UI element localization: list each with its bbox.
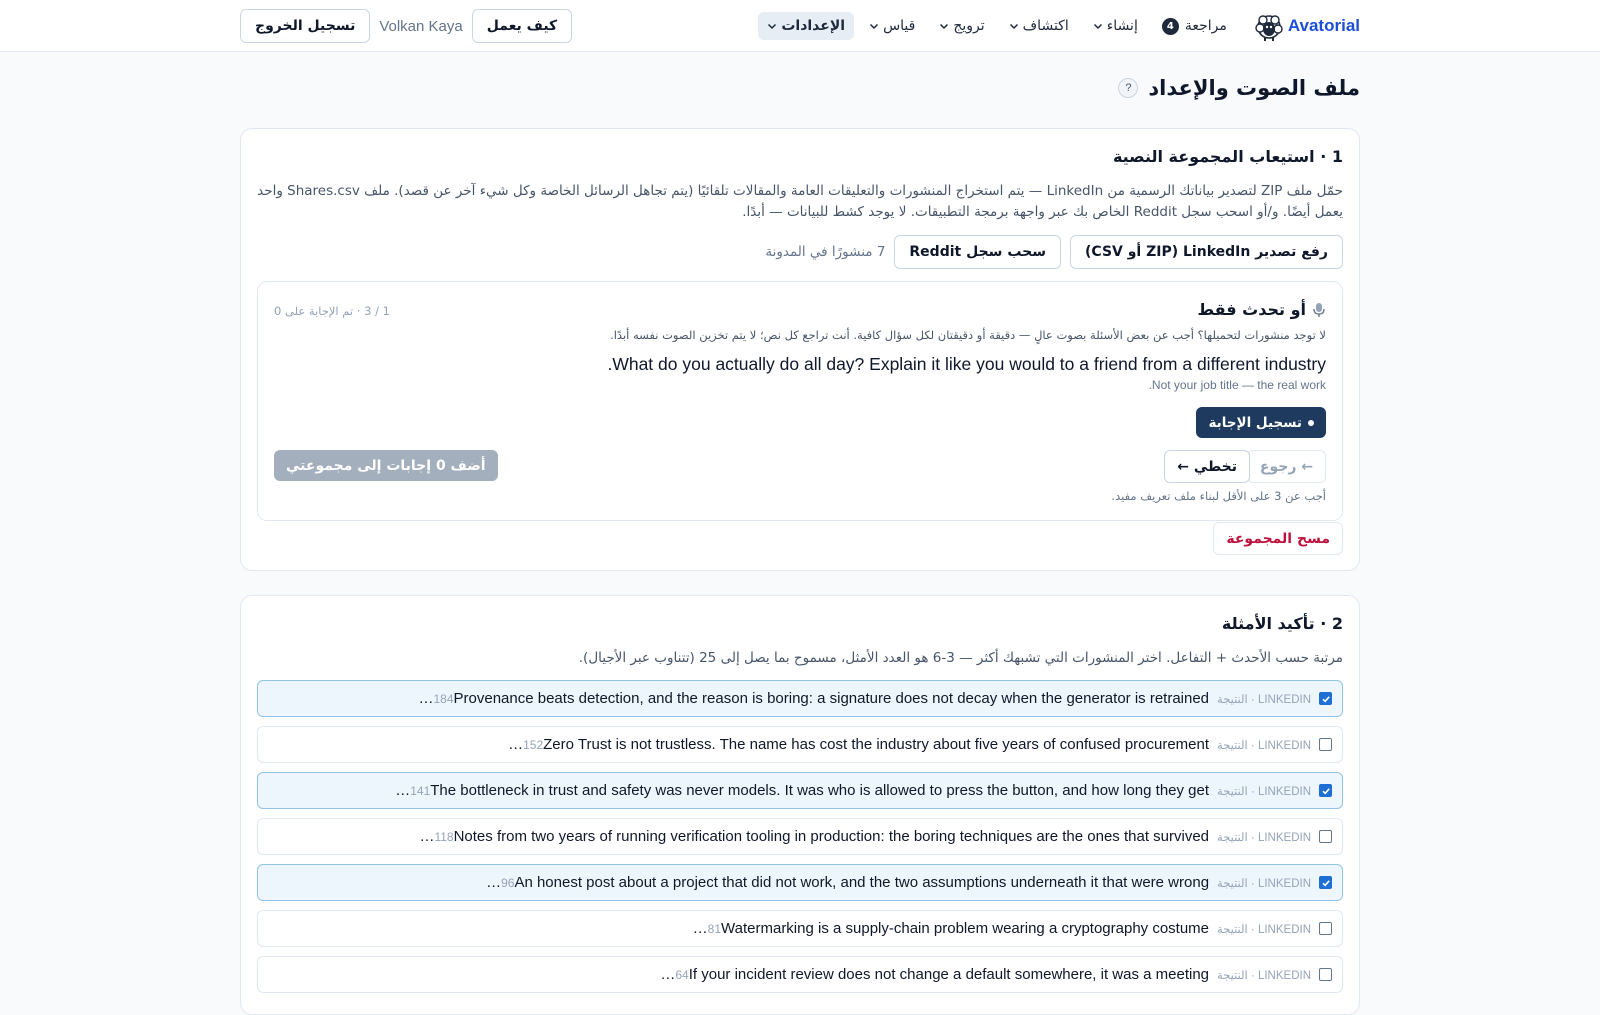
voice-title-label: أو تحدث فقط xyxy=(1197,300,1306,319)
example-checkbox[interactable] xyxy=(1319,830,1332,843)
review-count-badge: 4 xyxy=(1162,18,1179,35)
checkmark-icon xyxy=(1321,786,1331,796)
example-source: LINKEDIN · النتيجة xyxy=(1217,785,1311,798)
nav-item-settings[interactable] xyxy=(758,12,854,40)
example-score: 118 xyxy=(434,830,454,844)
example-list xyxy=(257,680,1343,1002)
example-text: An honest post about a project that did not work, and the two assumptions underneath it that were wrong xyxy=(514,874,1210,891)
example-row[interactable] xyxy=(257,910,1343,947)
example-row[interactable] xyxy=(257,726,1343,763)
example-ellipsis: … xyxy=(508,736,524,753)
chevron-down-icon xyxy=(869,21,879,31)
nav-item-promote[interactable] xyxy=(930,12,993,40)
main-nav xyxy=(758,9,1360,43)
user-name: Volkan Kaya xyxy=(379,17,463,35)
examples-heading: 2 · تأكيد الأمثلة xyxy=(1221,614,1343,633)
logo-text: Avatorial xyxy=(1287,16,1360,35)
example-source: LINKEDIN · النتيجة xyxy=(1217,923,1311,936)
how-it-works-button[interactable]: كيف يعمل xyxy=(472,9,572,43)
record-answer-button[interactable] xyxy=(1196,407,1326,438)
example-content xyxy=(508,736,1209,753)
example-checkbox[interactable] xyxy=(1319,692,1332,705)
page-title: ملف الصوت والإعداد xyxy=(1148,76,1360,100)
example-checkbox[interactable] xyxy=(1319,968,1332,981)
example-content xyxy=(486,874,1209,891)
skip-button[interactable]: تخطي ← xyxy=(1164,450,1250,483)
record-dot-icon xyxy=(1308,420,1314,426)
example-ellipsis: … xyxy=(395,782,411,799)
back-button[interactable]: ← رجوع xyxy=(1247,450,1326,483)
add-answers-button[interactable]: أضف 0 إجابات إلى مجموعتي xyxy=(274,450,498,481)
corpus-heading: 1 · استيعاب المجموعة النصية xyxy=(1112,147,1343,166)
example-text: Notes from two years of running verification tooling in production: the boring techniques are the ones that survived xyxy=(453,828,1210,845)
clear-corpus-button[interactable]: مسح المجموعة xyxy=(1213,522,1343,555)
example-text: Watermarking is a supply-chain problem wearing a cryptography costume xyxy=(721,920,1210,937)
example-content xyxy=(395,782,1209,799)
help-icon[interactable]: ? xyxy=(1118,78,1138,98)
example-content xyxy=(660,966,1209,983)
example-content xyxy=(419,828,1209,845)
example-checkbox[interactable] xyxy=(1319,784,1332,797)
example-text: Provenance beats detection, and the reason is boring: a signature does not decay when the generator is retrained xyxy=(453,690,1210,707)
sheep-logo-icon xyxy=(1252,9,1286,43)
pull-reddit-button[interactable]: سحب سجل Reddit xyxy=(894,235,1061,269)
example-text: Zero Trust is not trustless. The name has cost the industry about five years of confused procurement xyxy=(543,736,1210,753)
example-text: The bottleneck in trust and safety was never models. It was who is allowed to press the button, and how long they get xyxy=(430,782,1210,799)
corpus-ingest-card xyxy=(240,128,1360,571)
example-source: LINKEDIN · النتيجة xyxy=(1217,739,1311,752)
nav-item-create[interactable] xyxy=(1084,12,1147,40)
example-score: 184 xyxy=(433,692,454,706)
chevron-down-icon xyxy=(1009,21,1019,31)
nav-item-label: إنشاء xyxy=(1106,18,1138,34)
example-content xyxy=(419,690,1210,707)
voice-subtitle: لا توجد منشورات لتحميلها؟ أجب عن بعض الأسئلة بصوت عالٍ — دقيقة أو دقيقتان لكل سؤال كافية. أنت تراجع كل نص؛ لا يتم تخزين الصوت نفسه أبدًا. xyxy=(610,328,1326,342)
examples-description: مرتبة حسب الأحدث + التفاعل. اختر المنشورات التي تشبهك أكثر — 3-6 هو العدد الأمثل، مسموح بما يصل إلى 25 (تتناوب عبر الأجيال). xyxy=(578,650,1343,666)
upload-linkedin-button[interactable]: رفع تصدير LinkedIn (ZIP أو CSV) xyxy=(1070,235,1343,269)
example-ellipsis: … xyxy=(419,828,435,845)
logout-button[interactable]: تسجيل الخروج xyxy=(240,9,370,43)
example-checkbox[interactable] xyxy=(1319,876,1332,889)
example-score: 64 xyxy=(675,968,689,982)
voice-progress: 1 / 3 · تم الإجابة على 0 xyxy=(274,304,390,318)
nav-item-label: ترويج xyxy=(953,18,985,34)
voice-interview-panel xyxy=(257,281,1343,521)
example-checkbox[interactable] xyxy=(1319,922,1332,935)
example-score: 81 xyxy=(707,922,722,936)
nav-item-review[interactable] xyxy=(1153,12,1236,41)
nav-item-label: اكتشاف xyxy=(1022,18,1069,34)
example-source: LINKEDIN · النتيجة xyxy=(1217,693,1311,706)
example-text: If your incident review does not change a default somewhere, it was a meeting xyxy=(688,966,1210,983)
example-score: 96 xyxy=(501,876,515,890)
example-checkbox[interactable] xyxy=(1319,738,1332,751)
chevron-down-icon xyxy=(767,21,777,31)
example-source: LINKEDIN · النتيجة xyxy=(1217,969,1311,982)
chevron-down-icon xyxy=(939,21,949,31)
example-source: LINKEDIN · النتيجة xyxy=(1217,877,1311,890)
nav-item-label: قياس xyxy=(883,18,916,34)
example-row[interactable] xyxy=(257,956,1343,993)
nav-item-label: الإعدادات xyxy=(781,18,846,34)
voice-footnote: أجب عن 3 على الأقل لبناء ملف تعريف مفيد. xyxy=(1111,489,1326,503)
page-header xyxy=(1118,76,1360,100)
checkmark-icon xyxy=(1321,878,1331,888)
nav-item-measure[interactable] xyxy=(860,12,924,40)
corpus-actions xyxy=(765,235,1343,269)
top-nav-bar xyxy=(0,0,1600,52)
voice-title xyxy=(1197,300,1326,319)
example-row[interactable] xyxy=(257,680,1343,717)
example-row[interactable] xyxy=(257,772,1343,809)
interview-question: What do you actually do all day? Explain it like you would to a friend from a different industry. xyxy=(607,354,1326,374)
corpus-description: حمّل ملف ZIP لتصدير بياناتك الرسمية من LinkedIn — يتم استخراج المنشورات والتعليقات العامة والمقالات تلقائيًا (يتم تجاهل الرسائل الخاصة وكل شيء آخر عن قصد). ملف Shares.csv واحد يعمل أيضًا. و/أو اسحب سجل Reddit الخاص بك عبر واجهة برمجة التطبيقات. لا يوجد كشط للبيانات — أبدًا. xyxy=(257,183,1343,220)
chevron-down-icon xyxy=(1093,21,1103,31)
record-answer-label: تسجيل الإجابة xyxy=(1208,414,1302,431)
post-count: 7 منشورًا في المدونة xyxy=(765,244,886,260)
example-ellipsis: … xyxy=(486,874,502,891)
example-ellipsis: … xyxy=(418,690,434,707)
question-hint: Not your job title — the real work. xyxy=(1148,378,1326,392)
example-row[interactable] xyxy=(257,818,1343,855)
logo[interactable] xyxy=(1252,9,1360,43)
example-source: LINKEDIN · النتيجة xyxy=(1217,831,1311,844)
example-ellipsis: … xyxy=(660,966,676,983)
example-score: 141 xyxy=(410,784,431,798)
nav-item-discover[interactable] xyxy=(1000,12,1078,40)
example-row[interactable] xyxy=(257,864,1343,901)
example-score: 152 xyxy=(523,738,544,752)
nav-item-label: مراجعة xyxy=(1184,18,1227,34)
user-controls xyxy=(240,9,572,43)
confirm-examples-card xyxy=(240,595,1360,1015)
example-ellipsis: … xyxy=(692,920,708,937)
example-content xyxy=(693,920,1209,937)
microphone-icon xyxy=(1312,302,1326,318)
checkmark-icon xyxy=(1321,694,1331,704)
